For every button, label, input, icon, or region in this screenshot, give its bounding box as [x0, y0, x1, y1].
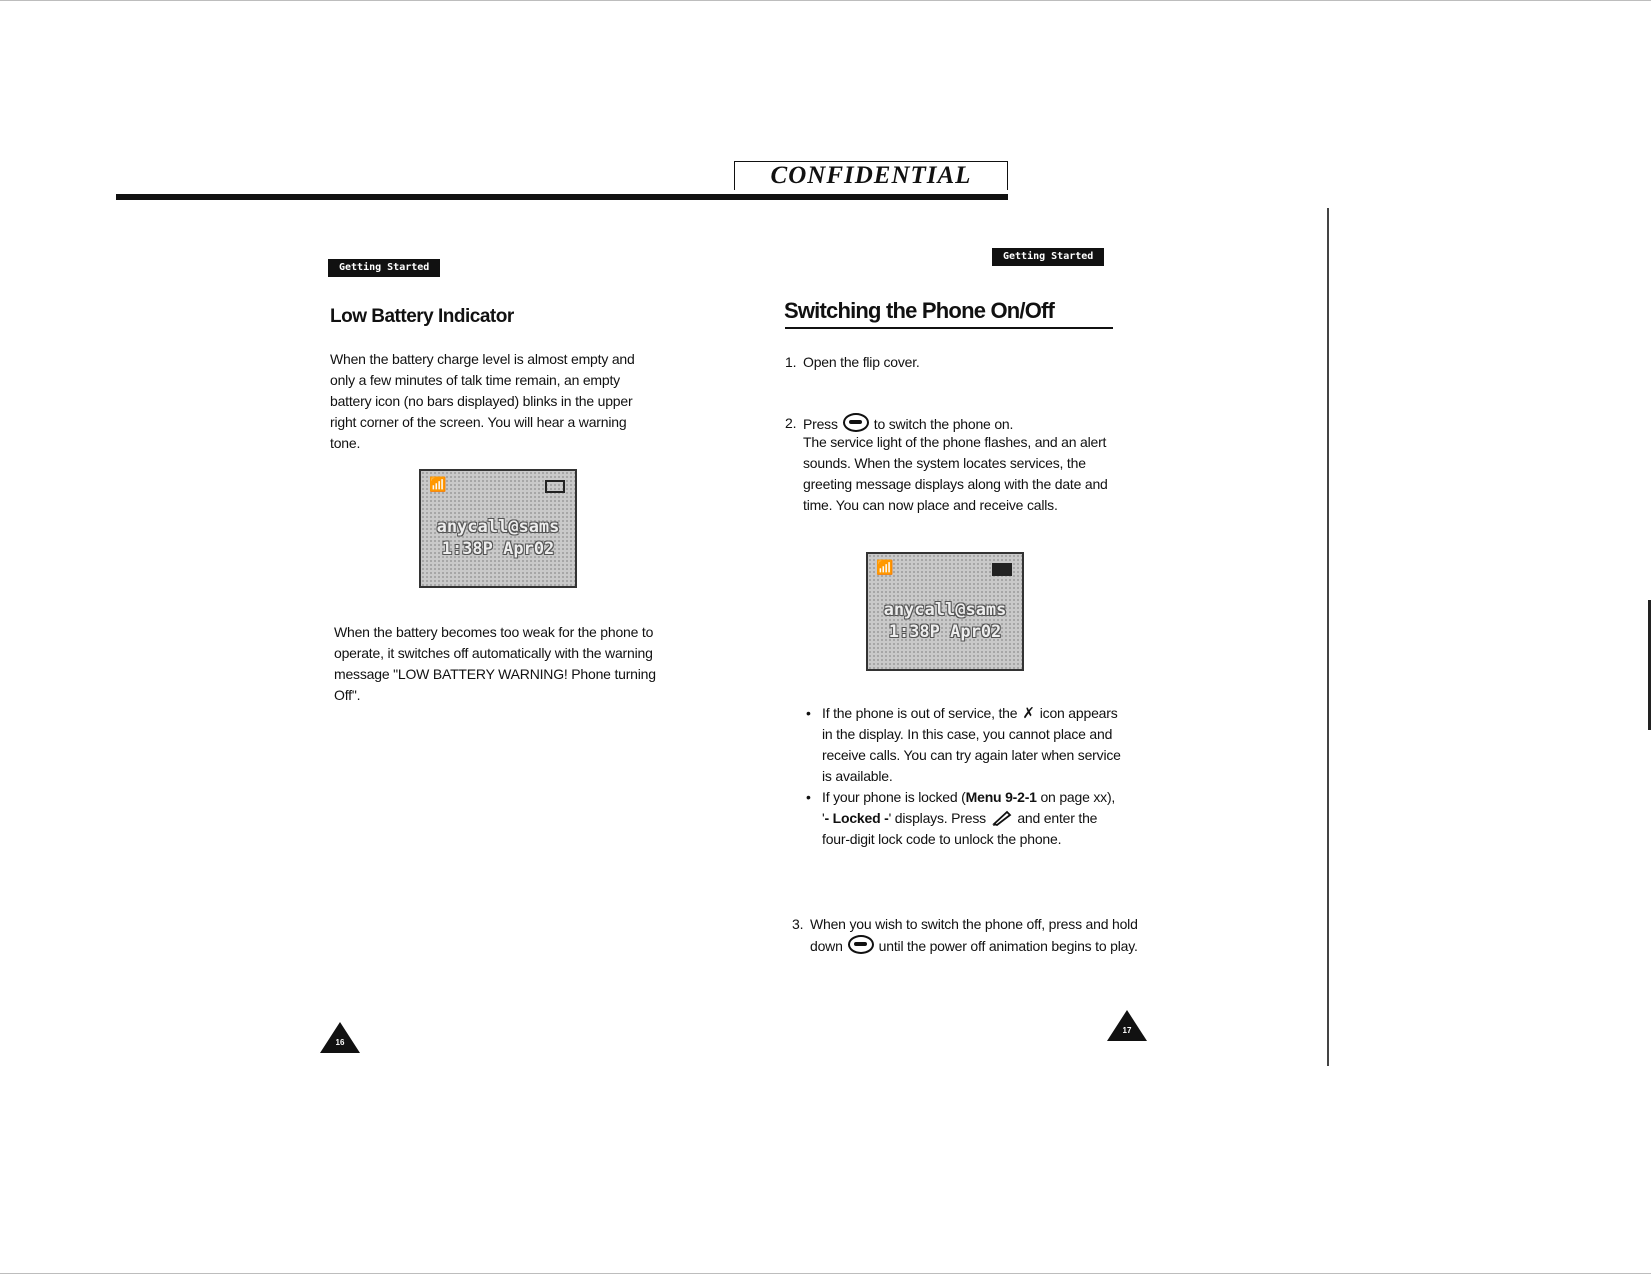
phone-screen-switched-on	[866, 552, 1024, 671]
scan-top-edge	[0, 0, 1651, 1]
page-marker-right	[1107, 1010, 1147, 1041]
step-3-number: 3.	[792, 916, 804, 932]
low-battery-warning-paragraph: When the battery becomes too weak for the phone to operate, it switches off automatically with the warning message "LOW BATTERY WARNING! Phone turning Off".	[334, 624, 656, 703]
step-2-text-before: Press	[803, 416, 838, 432]
pen-key-icon	[992, 810, 1012, 826]
low-battery-heading: Low Battery Indicator	[330, 306, 514, 327]
step-2-text-after: to switch the phone on.	[873, 416, 1014, 432]
step-3	[792, 914, 1140, 957]
locked-label: - Locked -	[824, 810, 889, 826]
menu-reference: Menu 9-2-1	[965, 789, 1037, 805]
note-2-text-d: and enter the four-digit lock code to unlock the phone.	[822, 810, 1098, 847]
full-battery-icon	[992, 563, 1012, 576]
step-3-text-before: When you wish to switch the phone off, press and hold down	[810, 916, 1138, 954]
page-marker-left	[320, 1022, 360, 1053]
step-1-text: Open the flip cover.	[803, 354, 920, 370]
switching-heading: Switching the Phone On/Off	[784, 298, 1055, 323]
page-number-right: 17	[1122, 1026, 1132, 1035]
screen-datetime: 1:38P Apr02	[888, 622, 1002, 642]
step-1	[785, 352, 1133, 373]
screen-greeting: anycall@sams	[436, 517, 560, 537]
step-1-number: 1.	[785, 354, 797, 370]
section-badge-left: Getting Started	[328, 259, 440, 277]
note-2-text-a: If your phone is locked (	[822, 789, 966, 805]
power-key-icon	[843, 413, 869, 432]
note-out-of-service	[806, 703, 1124, 787]
heading-underline	[785, 327, 1113, 329]
screen-greeting: anycall@sams	[883, 600, 1007, 620]
page-number-left: 16	[335, 1038, 345, 1047]
no-service-icon: ✗	[1022, 705, 1035, 722]
scan-bottom-edge	[0, 1273, 1651, 1274]
signal-icon: 📶	[876, 560, 894, 576]
low-battery-paragraph: When the battery charge level is almost empty and only a few minutes of talk time remain, an empty battery icon (no bars displayed) blinks in the upper right corner of the screen. You will hear a warning tone.	[330, 351, 635, 451]
step-2-number: 2.	[785, 415, 797, 431]
step-2-detail: The service light of the phone flashes, and an alert sounds. When the system locates services, the greeting message displays along with the date and time. You can now place and receive calls.	[803, 434, 1108, 513]
note-1-text-before: If the phone is out of service, the	[822, 705, 1018, 721]
signal-icon: 📶	[429, 477, 447, 493]
power-key-icon	[848, 935, 874, 954]
page-divider-line	[1327, 208, 1329, 1066]
note-phone-locked	[806, 787, 1124, 850]
section-badge-right: Getting Started	[992, 248, 1104, 266]
note-2-text-c: ' displays. Press	[888, 810, 986, 826]
notes-list	[806, 703, 1124, 850]
confidential-label: CONFIDENTIAL	[734, 161, 1008, 190]
step-3-text-after: until the power off animation begins to play.	[878, 938, 1138, 954]
phone-screen-low-battery	[419, 469, 577, 588]
note-2-text-b: on page xx), '	[822, 789, 1116, 826]
note-1-text-after: icon appears in the display. In this case, you cannot place and receive calls. You can try again later when service is available.	[822, 705, 1121, 784]
screen-datetime: 1:38P Apr02	[441, 539, 555, 559]
empty-battery-icon	[545, 480, 565, 493]
header-rule	[116, 194, 1008, 200]
